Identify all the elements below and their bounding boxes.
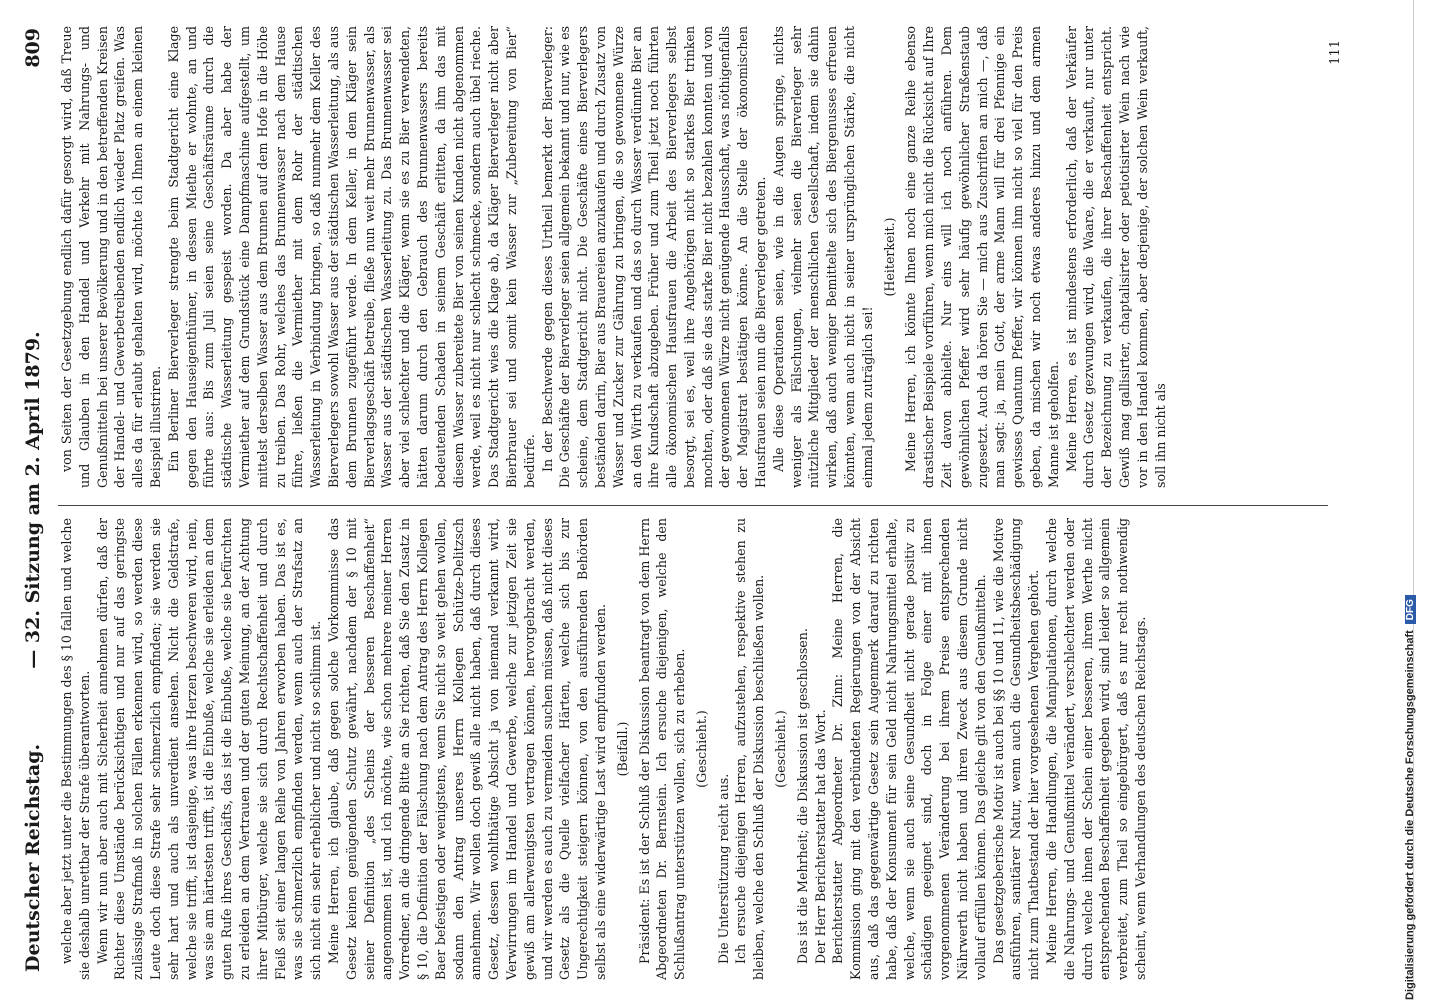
page-header bbox=[0, 0, 58, 1000]
right-column-paragraph: Ein Berliner Bierverleger strengte beim Stadtgericht eine Klage gegen den Hauseigenthümer, in dessen Miethe er wohnte, an und führte aus: Bis zum Juli seien seine Geschäftsräume durch die städtische Wasserleitung gespeist worden. Da aber habe der Vermiether auf dem Grundstück eine Dampfmaschine aufgestellt, um mittelst derselben Wasser aus dem Brunnen auf dem Hofe in die Höhe zu treiben. Das Rohr, welches das Brunnenwasser nach dem Hause führe, ließen die Vermiether mit dem Rohr der städtischen Wasserleitung in Verbindung bringen, so daß nunmehr dem Keller des Bierverlegers sowohl Wasser aus der städtischen Wasserleitung, als aus dem Brunnen zugeführt werde. In dem Keller, in dem Kläger sein Bierverlagsgeschäft betreibe, fließe nun weit mehr Brunnenwasser, als Wasser aus der städtischen Wasserleitung zu. Das Brunnenwasser sei aber viel schlechter und die Kläger, wenn sie es zu Bier verwendeten, hätten darum durch den Gebrauch des Brunnenwassers bereits bedeutenden Schaden in seinem Geschäft erlitten, da ihm das mit diesem Wasser zubereitete Bier von seinen Kunden nicht abgenommen werde, weil es nicht nur schlecht schmecke, sondern auch übel rieche. Das Stadtgericht wies die Klage ab, da Kläger Bierverleger nicht aber Bierbrauer sei und somit kein Wasser zur „Zubereitung von Bier“ bedürfe. bbox=[165, 26, 537, 488]
left-column-paragraph: (Geschieht.) bbox=[693, 710, 709, 788]
left-column-paragraph: Wenn wir nun aber auch mit Sicherheit annehmen dürfen, daß der Richter diese Umstände berücksichtigen und nur auf das geringste zulässige Strafmaß in solchen Fällen erkennen wird, so werden diese Leute doch diese Strafe sehr schmerzlich empfinden; sie werden sie sehr hart und auch als unverdient ansehen. Nicht die Geldstrafe, welche sie trifft, ist dasjenige, was ihre Herzen beschweren wird, nein, was sie am härtesten trifft, ist die Einbuße, welche sie erleiden an dem guten Rufe ihres Geschäfts, das ist die Einbuße, welche sie befürchten zu erleiden an dem Vertrauen und der guten Meinung, an der Achtung ihrer Mitbürger, welche sie sich durch Rechtschaffenheit und durch Fleiß seit einer langen Reihe von Jahren erworben haben. Das ist es, was sie schmerzlich empfinden werden, wenn auch der Strafsatz an sich nicht ein sehr erheblicher und nicht so schlimm ist. bbox=[94, 518, 324, 980]
right-column-paragraph: In der Beschwerde gegen dieses Urtheil bemerkt der Bierverleger: Die Geschäfte der Bierverleger seien allgemein bekannt und nur, wie es scheine, dem Stadtgericht nicht. Die Geschäfte eines Bierverlegers beständen darin, Bier aus Brauereien anzukaufen und durch Zusatz von Wasser und Zucker zur Gährung zu bringen, die so gewonnene Würze an den Wirth zu verkaufen und das so durch Wasser verdünnte Bier an ihre Kundschaft abzugeben. Früher und zum Theil jetzt noch führten alle ökonomischen Hausfrauen die Arbeit des Bierverlegers selbst besorgt, sei es, weil ihre Angehörigen nicht so starkes Bier trinken mochten, oder daß sie das starke Bier nicht bezahlen konnten und von der gewonnenen Würze nicht genügende Hausschaft, was nöthigenfalls der Magistrat bestätigen könne. An die Stelle der ökonomischen Hausfrauen seien nun die Bierverleger getreten. bbox=[539, 26, 769, 488]
left-column-paragraph: Das gesetzgeberische Motiv ist auch bei §§ 10 und 11, wie die Motive ausführen, sanitärer Natur, wenn auch die Gesundheitsbeschädigung nicht zum Thatbestand der hier vorgesehenen Vergehen gehört. bbox=[990, 518, 1042, 980]
right-text-column bbox=[58, 26, 1169, 488]
header-publication-title: Deutscher Reichstag. bbox=[22, 743, 44, 972]
dfg-logo: DFG bbox=[1405, 595, 1416, 624]
right-column-paragraph: Meine Herren, es ist mindestens erforderlich, daß der Verkäufer durch Gesetz gezwungen wird, die Waare, die er verkauft, nur unter der Bezeichnung zu verkaufen, die ihrer Beschaffenheit entspricht. Gewiß mag gallisirter, chaptalisirter oder petiotisirter Wein nach wie vor in den Handel kommen, aber derjenige, der solchen Wein verkauft, soll ihn nicht als bbox=[1063, 26, 1168, 488]
left-column-paragraph: Meine Herren, die Handlungen, die Manipulationen, durch welche die Nahrungs- und Genußmittel verändert, verschlechtert werden oder durch welche ihnen der Schein einer besseren, ihrem Werthe nicht entsprechenden Beschaffenheit gegeben wird, sind leider so allgemein verbreitet, zum Theil so eingebürgert, daß es nur recht nothwendig scheint, wenn Verhandlungen des deutschen Reichstags. bbox=[1044, 518, 1149, 980]
digitization-note bbox=[1404, 10, 1416, 1000]
right-column-paragraph: (Heiterkeit.) bbox=[881, 217, 897, 297]
left-column-paragraph: Berichterstatter Abgeordneter Dr. Zinn: Meine Herren, die Kommission ging mit den verbündeten Regierungen von der Absicht aus, daß das gegenwärtige Gesetz sein Augenmerk darauf zu richten habe, daß der Konsument für sein Geld nicht Nahrungsmittel erhalte, welche, wenn sie auch seine Gesundheit nicht gerade positiv zu schädigen geeignet sind, doch in Folge einer mit ihnen vorgenommenen Veränderung bei ihrem Preise entsprechenden Nährwerth nicht haben und ihren Zweck aus diesem Grunde nicht vollauf erfüllen können. Das gleiche gilt von den Genußmitteln. bbox=[830, 518, 988, 980]
header-page-number: 809 bbox=[22, 28, 44, 68]
left-column-paragraph: Die Unterstützung reicht aus. bbox=[715, 773, 731, 964]
left-column-paragraph: Meine Herren, ich glaube, daß gegen solche Vorkommnisse das Gesetz keinen genügenden Schutz gewährt, nachdem der § 10 mit seiner Definition „des Scheins der besseren Beschaffenheit“ angenommen ist, und ich möchte, wie schon mehrere meiner Herren Vorredner, an die dringende Bitte an Sie richten, daß Sie den Zusatz in § 10, die Definition der Fälschung nach dem Antrag des Herrn Kollegen Baer befestigen oder wenigstens, wenn Sie nicht so weit gehen wollen, sodann den Antrag unseres Herrn Kollegen Schütze-Delitzsch annehmen. Wir wollen doch gewiß alle nicht haben, daß durch dieses Gesetz, dessen wohlthätige Absicht ja von niemand verkannt wird, Verwirrungen im Handel und Gewerbe, welche zur jetzigen Zeit sie gewiß am allerwenigsten vertragen können, hervorgebracht werden, und wir werden es auch zu vermeiden suchen müssen, daß nicht dieses Gesetz als die Quelle vielfacher Härten, welche sich bis zur Ungerechtigkeit steigern können, von den ausführenden Behörden selbst als eine widerwärtige Last wird empfunden werden. bbox=[325, 518, 608, 980]
left-column-paragraph: welche aber jetzt unter die Bestimmungen des § 10 fallen und welche sie deshalb unrettbar der Strafe überantworten. bbox=[59, 518, 92, 980]
right-column-paragraph: von Seiten der Gesetzgebung endlich dafür gesorgt wird, daß Treue und Glauben in den Handel und Verkehr mit Nahrungs- und Genußmitteln bei unserer Bevölkerung und in den betreffenden Kreisen der Handel- und Gewerbetreibenden endlich wieder Platz greifen. Was alles da für erlaubt gehalten wird, möchte ich Ihnen an einem kleinen Beispiel illustriren. bbox=[59, 26, 163, 488]
column-divider bbox=[58, 505, 1328, 506]
left-column-paragraph: Der Herr Berichterstatter hat das Wort. bbox=[812, 709, 828, 964]
left-column-paragraph: Präsident: Es ist der Schluß der Diskussion beantragt von dem Herrn Abgeordneten Dr. Bernstein. Ich ersuche diejenigen, welche den Schlußantrag unterstützen wollen, sich zu erheben. bbox=[636, 518, 688, 980]
header-session-date: — 32. Sitzung am 2. April 1879. bbox=[22, 331, 44, 669]
left-column-paragraph: Das ist die Mehrheit; die Diskussion ist geschlossen. bbox=[794, 628, 810, 964]
digitization-note-text: Digitalisierung gefördert durch die Deutsche Forschungsgemeinschaft bbox=[1404, 630, 1416, 1000]
signature-mark: 111 bbox=[1328, 40, 1343, 65]
left-column-paragraph: Ich ersuche diejenigen Herren, aufzustehen, respektive stehen zu bleiben, welche den Schluß der Diskussion beschließen wollen. bbox=[733, 518, 767, 980]
right-column-paragraph: Meine Herren, ich könnte Ihnen noch eine ganze Reihe ebenso drastischer Beispiele vorführen, wenn mich nicht die Rücksicht auf Ihre Zeit davon abhielte. Nur eins will ich noch anführen. Dem gewöhnlichen Pfeffer wird sehr häufig gewöhnlicher Straßenstaub zugesetzt. Auch da hören Sie — mich aus Zuschriften an mich —, daß man sagt: ja, mein Gott, der arme Mann will für drei Pfennige ein gewisses Quantum Pfeffer, wir können ihm nicht so viel für den Preis geben, da mischen wir noch etwas anderes hinzu und dem armen Manne ist geholfen. bbox=[903, 26, 1061, 488]
right-column-paragraph: Alle diese Operationen seien, wie in die Augen springe, nichts weniger als Fälschungen, vielmehr seien die Bierverleger sehr nützliche Mitglieder der menschlichen Gesellschaft, indem sie dahin wirken, daß auch weniger Bemittelte sich des Biergenusses erfreuen könnten, wenn auch nicht in seiner ursprünglichen Stärke, die nicht einmal jedem zuträglich sei! bbox=[770, 26, 875, 488]
left-column-paragraph: (Geschieht.) bbox=[773, 710, 789, 788]
left-text-column bbox=[58, 518, 1150, 980]
left-column-paragraph: (Beifall.) bbox=[614, 721, 630, 777]
